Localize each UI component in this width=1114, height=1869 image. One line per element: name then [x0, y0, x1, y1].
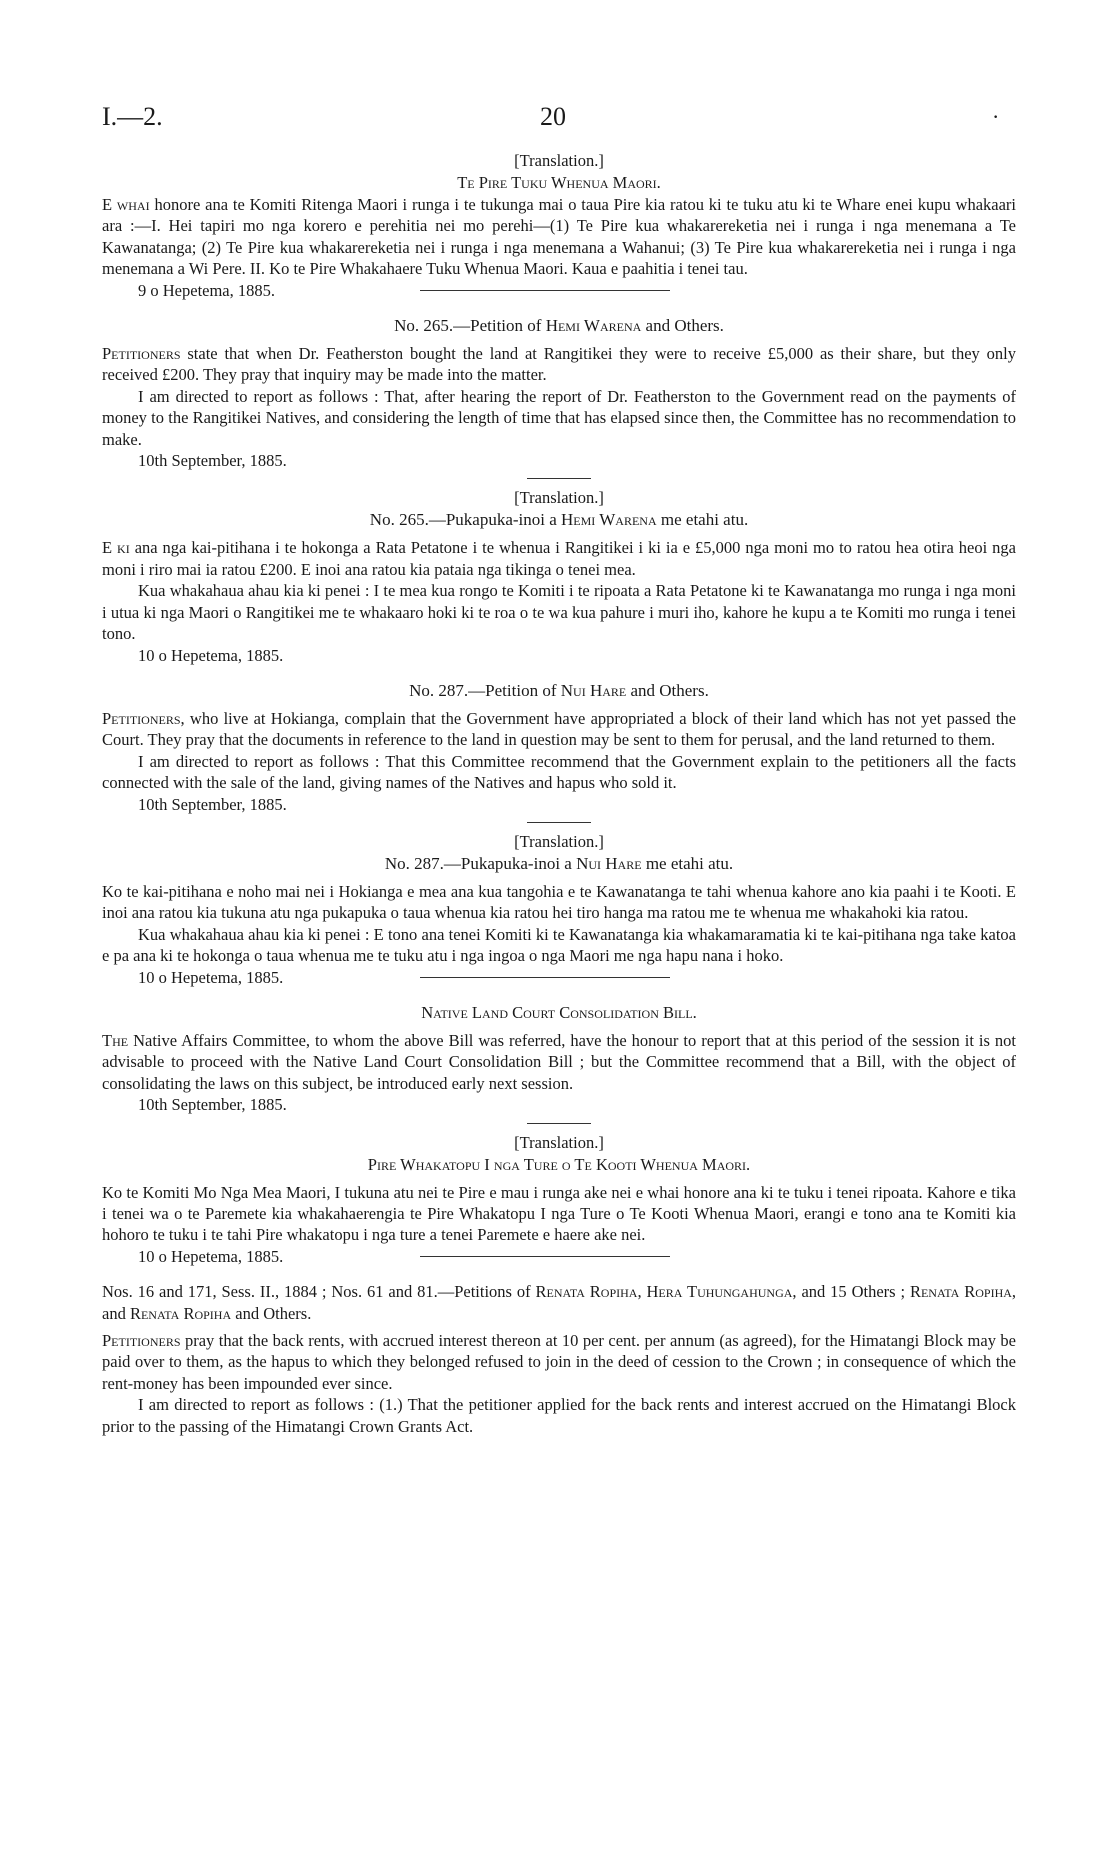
lead-word: E whai [102, 195, 150, 214]
short-rule [527, 822, 591, 823]
date-line: 10 o Hepetema, 1885. [138, 645, 284, 665]
paragraph: Petitioners pray that the back rents, with accrued interest thereon at 10 per cent. per annum (as agreed), for the Himatangi Block may be paid over to them, as the hapus to which they belonged refused to join in the deed of cession to the Crown ; in consequence of which the rent-money has been impounded ever since. [102, 1331, 1016, 1393]
paragraph: Petitioners, who live at Hokianga, complain that the Government have appropriated a block of their land which has not yet passed the Court. They pray that the documents in reference to the land in question may be sent to them for perusal, and the land returned to them. [102, 708, 1017, 750]
page-number: 20 [540, 102, 566, 131]
translation-label: [Translation.] [514, 488, 604, 508]
petition-heading: No. 265.—Pukapuka-inoi a Hemi Warena me etahi atu. [369, 510, 749, 530]
paragraph: Petitioners state that when Dr. Featherston bought the land at Rangitikei they were to receive £5,000 as their share, but they only received £200. They pray that inquiry may be made into the matter. [102, 344, 1017, 385]
date-line: 9 o Hepetema, 1885. [138, 280, 276, 300]
paragraph: E ki ana nga kai-pitihana i te hokonga a Rata Petatone i te whenua i Rangitikei i ki ia e £5,000 nga moni mo to ratou hea otira heoi nga moni i riro mai ia ratou £200. E inoi ana ratou kia pataia nga tikinga o tenei mea. [102, 538, 1017, 579]
petition-heading: No. 287.—Pukapuka-inoi a Nui Hare me etahi atu. [384, 853, 734, 873]
section-rule [420, 1256, 670, 1257]
report-paragraph: I am directed to report as follows : (1.) That the petitioner applied for the back rents and interest accrued on the Himatangi Block prior to the passing of the Himatangi Crown Grants Act. [102, 1395, 1016, 1436]
section-title: Native Land Court Consolidation Bill. [421, 1002, 697, 1022]
petition-heading: No. 287.—Petition of Nui Hare and Others. [409, 680, 709, 700]
date-line: 10 o Hepetema, 1885. [138, 1246, 284, 1266]
section-title: Pire Whakatopu I nga Ture o Te Kooti Whenua Maori. [367, 1154, 751, 1174]
date-line: 10th September, 1885. [138, 794, 287, 814]
report-paragraph: I am directed to report as follows : That, after hearing the report of Dr. Featherston to the Government read on the payments of money to the Rangitikei Natives, and considering the length of time that has elapsed since then, the Committee has no recommendation to make. [102, 386, 1016, 449]
date-line: 10 o Hepetema, 1885. [138, 967, 284, 987]
translation-label: [Translation.] [514, 151, 604, 170]
translation-label: [Translation.] [514, 831, 604, 851]
section-rule [420, 977, 670, 978]
page-mark: · [992, 104, 1000, 129]
section-rule [420, 290, 670, 291]
date-line: 10th September, 1885. [138, 451, 287, 471]
text-column [102, 150, 1016, 1437]
translation-label: [Translation.] [514, 1132, 604, 1152]
paragraph: Ko te Komiti Mo Nga Mea Maori, I tukuna atu nei te Pire e mau i runga ake nei e whai honore ana ki te tuku i tenei ripoata. Kahore e tika i tenei wa o te Paremete kia whakahaerengia te Pire Whakatopu I nga Ture o Te Kooti Whenua Maori, erangi e tono ana te Komiti kia hohoro te tuku i te tahi Pire whakatopu i nga ture a tenei Paremete e haere ake nei. [102, 1182, 1016, 1245]
paragraph: The Native Affairs Committee, to whom the above Bill was referred, have the honour to report that at this period of the session it is not advisable to proceed with the Native Land Court Consolidation Bill ; but the Committee recommend that a Bill, with the object of consolidating the laws on this subject, be introduced early next session. [102, 1030, 1016, 1093]
petition-heading: No. 265.—Petition of Hemi Warena and Others. [394, 316, 724, 336]
report-paragraph: I am directed to report as follows : That this Committee recommend that the Government explain to the petitioners all the facts connected with the sale of the land, giving names of the Natives and hapus who sold it. [102, 751, 1016, 793]
page-reference: I.—2. [102, 102, 163, 131]
lead-word: The [102, 1030, 129, 1050]
petition-heading: Nos. 16 and 171, Sess. II., 1884 ; Nos. 61 and 81.—Petitions of Renata Ropiha, Hera Tuhungahunga, and 15 Others ; Renata Ropiha, and Renata Ropiha and Others. [102, 1282, 1017, 1323]
paragraph: Ko te kai-pitihana e noho mai nei i Hokianga e mea ana kua tangohia e te Kawanatanga te tahi whenua kahore ano kia paahi i te Kooti. E inoi ana ratou kia tukuna atu nga pukapuka o taua whenua kia ratou hei tiro hanga ma ratou me te whenua me whakahoki kia ratou. [102, 881, 1016, 923]
section-title: Te Pire Tuku Whenua Maori. [457, 173, 661, 192]
lead-word: Petitioners [102, 1331, 181, 1351]
short-rule [527, 1123, 591, 1124]
paragraph: E whai honore ana te Komiti Ritenga Maori i runga i te tukunga mai o taua Pire kia ratou ki te tuku atu ki te Whare enei kupu whakaari ara :—I. Hei tapiri mo nga korero e perehitia nei mo perehi—(1) Te Pire kua whakarereketia nei i runga i nga menemana a Te Kawanatanga; (2) Te Pire kua whakarereketia nei i runga i nga menemana a Wahanui; (3) Te Pire kua whakarereketia nei i runga i nga menemana a Wi Pere. II. Ko te Pire Whakahaere Tuku Whenua Maori. Kaua e paahitia i tenei tau. [102, 195, 1017, 279]
lead-word: Petitioners [102, 344, 181, 364]
lead-word: E ki [102, 538, 130, 558]
short-rule [527, 478, 591, 479]
report-paragraph: Kua whakahaua ahau kia ki penei : I te mea kua rongo te Komiti i te ripoata a Rata Petatone ki te Kawanatanga mo runga i nga moni i utua ki nga Maori o Rangitikei me te whakaaro hoki ki te roa o te wa kua pahure i muri iho, kahore he kupu a te Komiti mo runga i tenei tono. [102, 581, 1016, 644]
lead-word: Petitioners, [102, 708, 185, 728]
date-line: 10th September, 1885. [138, 1095, 287, 1115]
report-paragraph: Kua whakahaua ahau kia ki penei : E tono ana tenei Komiti ki te Kawanatanga kia whakamaramatia ki te kai-pitihana nga take katoa e pa ana ki te hokonga o taua whenua me te tuku atu i nga ingoa o nga Maori me nga hapu nana i hoko. [102, 924, 1016, 966]
